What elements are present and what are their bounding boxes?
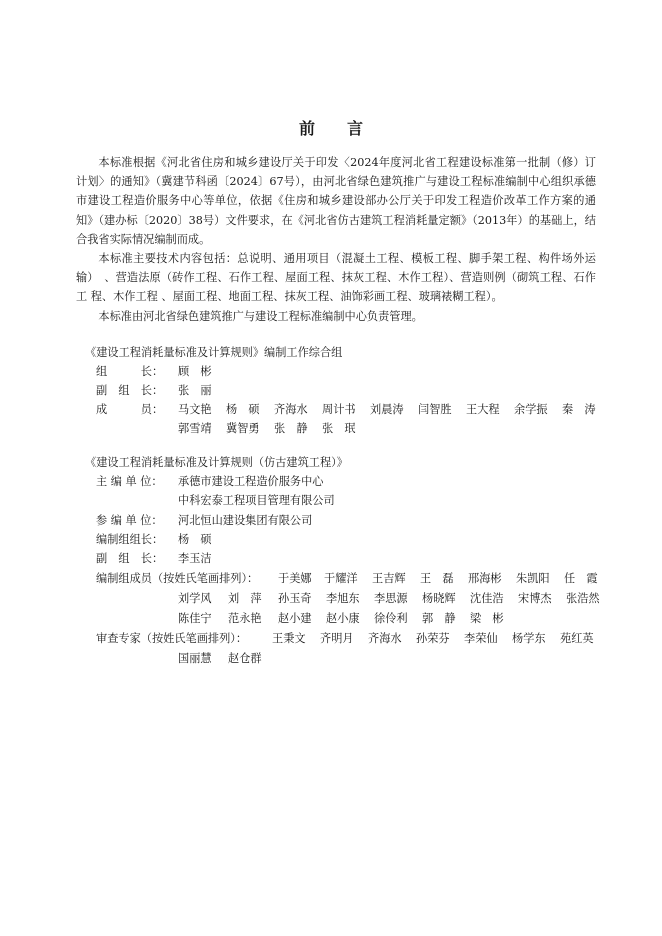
team-member-name: 孙玉奇 (278, 592, 312, 605)
editor-unit: 中科宏泰工程项目管理有限公司 (178, 494, 335, 507)
member-name: 杨 硕 (226, 403, 260, 416)
team-member-name: 李思源 (374, 592, 408, 605)
team-members-row (96, 569, 606, 629)
paragraph-basis: 本标准根据《河北省住房和城乡建设厅关于印发〈2024年度河北省工程建设标准第一批制（修）订计划〉的通知》（冀建节科函〔2024〕67号），由河北省绿色建筑推广与建设工程标准编制中心组织承德市建设工程造价服务中心等单位，依据《住房和城乡建设部办公厅关于印发工程造价改革工作方案的通知》（建办标〔2020〕38号）文件要求，在《河北省仿古建筑工程消耗量定额》（2013年）的基础上，结合我省实际情况编制而成。 (76, 156, 596, 246)
member-name: 郭雪靖 (178, 422, 212, 435)
preface-body (76, 153, 596, 326)
team-deputy-name: 李玉洁 (178, 552, 212, 565)
team-leader-name: 杨 硕 (178, 533, 212, 546)
member-name: 张 静 (274, 422, 308, 435)
team-member-name: 杨晓辉 (422, 592, 456, 605)
reviewers-row (96, 629, 606, 669)
participant-label: 参 编 单 位： (96, 514, 163, 527)
team-member-name: 朱凯阳 (516, 572, 550, 585)
reviewer-name: 赵仓群 (228, 652, 262, 665)
reviewer-name: 王秉文 (272, 632, 306, 645)
reviewer-name: 杨学东 (512, 632, 546, 645)
team-member-name: 梁 彬 (470, 612, 504, 625)
team-member-name: 徐伶利 (374, 612, 408, 625)
team-member-name: 赵小康 (326, 612, 360, 625)
page-title: 前 言 (298, 119, 363, 138)
editor-unit: 承德市建设工程造价服务中心 (178, 475, 324, 488)
team-member-name: 范永艳 (228, 612, 262, 625)
team-member-name: 张浩然 (566, 592, 600, 605)
team-member-name: 邢海彬 (468, 572, 502, 585)
reviewer-name: 国丽慧 (178, 652, 212, 665)
team-deputy-label: 副 组 长： (96, 552, 164, 565)
editor-units-row (96, 472, 606, 512)
group2-heading: 《建设工程消耗量标准及计算规则（仿古建筑工程）》 (85, 456, 348, 469)
deputy-name: 张 丽 (178, 384, 212, 397)
paragraph-management: 本标准由河北省绿色建筑推广与建设工程标准编制中心负责管理。 (98, 309, 423, 323)
member-name: 冀智勇 (226, 422, 260, 435)
reviewer-name: 齐明月 (320, 632, 354, 645)
member-name: 张 珉 (322, 422, 356, 435)
team-member-name: 王吉辉 (372, 572, 406, 585)
reviewer-name: 苑红英 (560, 632, 594, 645)
member-name: 闫智胜 (418, 403, 452, 416)
participant-unit: 河北恒山建设集团有限公司 (178, 514, 313, 527)
team-member-name: 赵小建 (278, 612, 312, 625)
team-member-name: 刘学风 (178, 592, 212, 605)
team-member-name: 王 磊 (420, 572, 454, 585)
paragraph-content: 本标准主要技术内容包括：总说明、通用项目（混凝土工程、模板工程、脚手架工程、构件场外运输） 、营造法原（砖作工程、石作工程、屋面工程、抹灰工程、木作工程）、营造则例（砌筑工程、石作工 程、木作工程 、屋面工程、地面工程、抹灰工程、油饰彩画工程、玻璃裱糊工程）。 (76, 252, 596, 304)
team-member-name: 任 霞 (564, 572, 598, 585)
team-member-name: 宋博杰 (518, 592, 552, 605)
team-member-name: 郭 静 (422, 612, 456, 625)
group1-heading: 《建设工程消耗量标准及计算规则》编制工作综合组 (85, 346, 343, 359)
reviewer-name: 李荣仙 (464, 632, 498, 645)
team-members-label: 编制组成员（按姓氏笔画排列）： (96, 572, 259, 585)
team-member-name: 沈佳浩 (470, 592, 504, 605)
team-member-name: 于美娜 (278, 572, 312, 585)
team-leader-label: 编制组组长： (96, 533, 164, 546)
member-name: 周计书 (322, 403, 356, 416)
members-label: 成 员： (96, 403, 164, 416)
member-name: 余学振 (514, 403, 548, 416)
team-member-name: 李旭东 (326, 592, 360, 605)
editor-label: 主 编 单 位： (96, 475, 163, 488)
team-member-name: 刘 萍 (228, 592, 262, 605)
reviewer-name: 齐海水 (368, 632, 402, 645)
member-name: 马文艳 (178, 403, 212, 416)
leader-name: 顾 彬 (178, 365, 212, 378)
group1-members-row (96, 400, 606, 440)
member-name: 王大程 (466, 403, 500, 416)
member-name: 齐海水 (274, 403, 308, 416)
deputy-label: 副 组 长： (96, 384, 164, 397)
member-name: 刘晨涛 (370, 403, 404, 416)
reviewers-label: 审查专家（按姓氏笔画排列）： (96, 632, 248, 645)
member-name: 秦 涛 (562, 403, 596, 416)
leader-label: 组 长： (96, 365, 164, 378)
reviewer-name: 孙荣芬 (416, 632, 450, 645)
team-member-name: 于耀洋 (324, 572, 358, 585)
team-member-name: 陈佳宁 (178, 612, 212, 625)
